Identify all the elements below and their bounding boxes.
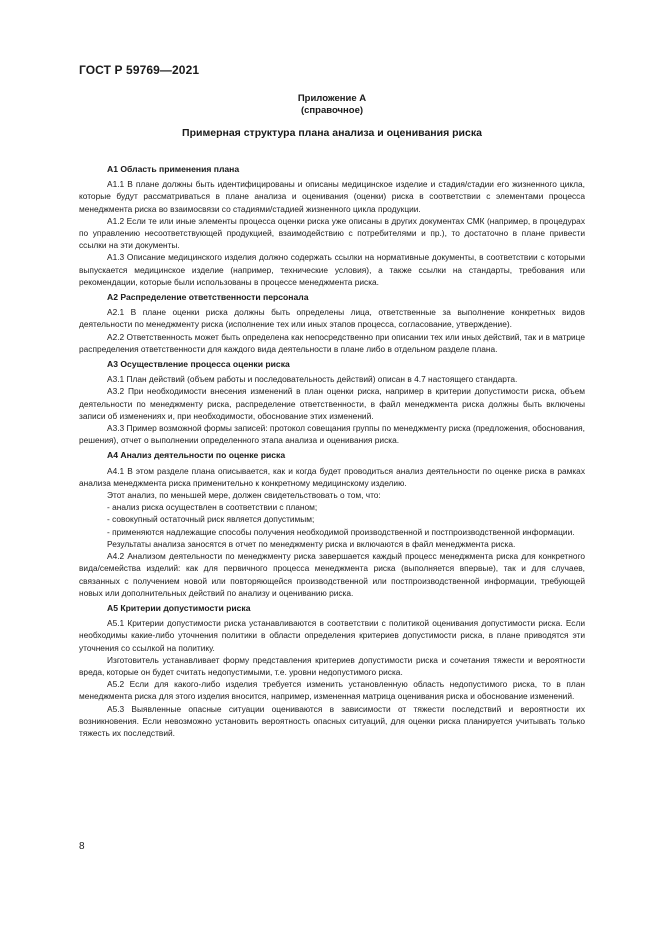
paragraph: А5.3 Выявленные опасные ситуации оцениваются в зависимости от тяжести последствий и вероятности их возникновения. Если невозможно установить вероятность опасных ситуаций, для оценки риска планируется учитывать только тяжесть их последствий. (79, 703, 585, 738)
paragraph: А1.1 В плане должны быть идентифицированы и описаны медицинское изделие и стадия/стадии его жизненного цикла, которые будут рассматриваться в плане анализа и оценивания (оценки) риска в соответствии с элементами процесса менеджмента риска во взаимосвязи со стадиями/стадией жизненного цикла продукции. (79, 179, 585, 214)
section-heading: А3 Осуществление процесса оценки риска (107, 359, 290, 370)
paragraph: А3.2 При необходимости внесения изменений в план оценки риска, например в критерии допустимости риска, объем деятельности по менеджменту риска, распределение ответственности, в файл менеджмента риска должны быть включены записи об изменениях и, при необходимости, обоснование этих изменений. (79, 386, 585, 421)
appendix-heading (79, 93, 585, 117)
paragraph: А3.3 Пример возможной формы записей: протокол совещания группы по менеджменту риска (предложения, обоснования, решения), отчет о выполнении определенного этапа анализа и оценивания риска. (79, 423, 585, 446)
paragraph: Этот анализ, по меньшей мере, должен свидетельствовать о том, что: (107, 490, 381, 501)
paragraph: Изготовитель устанавливает форму представления критериев допустимости риска и сочетания тяжести и вероятности вреда, которые он будет считать недопустимыми, т.е. уровни недопустимого риска. (79, 654, 585, 677)
page-number: 8 (79, 841, 85, 852)
paragraph: А1.3 Описание медицинского изделия должно содержать ссылки на нормативные документы, в соответствии с которыми выпускается медицинское изделие (например, технические условия), а также ссылки на стандарты, требования или рекомендации, которые были использованы в процессе менеджмента риска. (79, 252, 585, 287)
section-a3 (79, 358, 585, 446)
section-heading: А1 Область применения плана (107, 164, 240, 174)
list-item: - анализ риска осуществлен в соответствии с планом; (107, 502, 318, 513)
section-a1 (79, 163, 585, 288)
paragraph: А5.1 Критерии допустимости риска устанавливаются в соответствии с политикой оценивания допустимости риска. Если необходимы какие-либо уточнения политики в области определения критериев допустимости риска, в плане приводятся эти уточнения со ссылкой на политику. (79, 618, 585, 653)
paragraph: А4.2 Анализом деятельности по менеджменту риска завершается каждый процесс менеджмента риска для конкретного вида/семейства изделий: как для первичного процесса менеджмента риска (выполняется впервые), так и для случаев, связанных с получением новой или повторяющейся производственной или постпроизводственной информации, требующей новых или дополнительных действий по анализу и оцениванию риска. (79, 551, 585, 598)
section-heading: А5 Критерии допустимости риска (107, 602, 251, 613)
section-a5 (79, 602, 585, 739)
section-a4 (79, 449, 585, 598)
paragraph: А3.1 План действий (объем работы и последовательность действий) описан в 4.7 настоящего стандарта. (107, 374, 518, 385)
list-item: - применяются надлежащие способы получения необходимой производственной и постпроизводственной информации. (107, 526, 575, 537)
paragraph: А2.1 В плане оценки риска должны быть определены лица, ответственные за выполнение конкретных видов деятельности по менеджменту риска (исполнение тех или иных этапов процесса, согласование, утверждение). (79, 307, 585, 330)
document-code: ГОСТ Р 59769—2021 (79, 63, 200, 77)
section-heading: А2 Распределение ответственности персонала (107, 292, 309, 303)
list-item: - совокупный остаточный риск является допустимым; (107, 514, 315, 525)
document-title: Примерная структура плана анализа и оценивания риска (182, 127, 482, 139)
section-heading: А4 Анализ деятельности по оценке риска (107, 450, 286, 461)
paragraph: А2.2 Ответственность может быть определена как непосредственно при описании тех или иных действий, так и в матрице распределения ответственности для каждого вида деятельности в плане либо в отдельном разделе плана. (79, 331, 585, 354)
paragraph: А4.1 В этом разделе плана описывается, как и когда будет проводиться анализ деятельности по оценке риска в рамках анализа менеджмента риска применительно к конкретному медицинскому изделию. (79, 465, 585, 488)
appendix-title: Приложение А (297, 93, 367, 104)
paragraph: А1.2 Если те или иные элементы процесса оценки риска уже описаны в других документах СМК (например, в процедурах по управлению несоответствующей продукцией, взаимодействию с потребителями и пр.), то достаточно в плане привести ссылки на эти документы. (79, 215, 585, 251)
document-body (79, 160, 585, 739)
section-a2 (79, 291, 585, 355)
appendix-subtitle: (справочное) (300, 105, 364, 116)
paragraph: Результаты анализа заносятся в отчет по менеджменту риска и включаются в файл менеджмента риска. (107, 538, 516, 549)
paragraph: А5.2 Если для какого-либо изделия требуется изменить установленную область недопустимого риска, то в план менеджмента риска для этого изделия вносится, например, измененная матрица оценивания риска и обоснование изменений. (79, 679, 585, 702)
